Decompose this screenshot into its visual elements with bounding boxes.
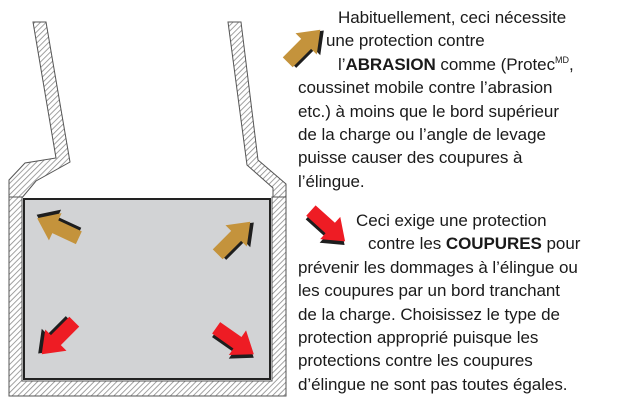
abrasion-note-line-2: une protection contre xyxy=(326,31,485,51)
abrasion-note-line-7: puisse causer des coupures à xyxy=(298,148,523,168)
abrasion-note-line-5: etc.) à moins que le bord supérieur xyxy=(298,101,559,121)
sling-right-leg xyxy=(228,22,286,199)
abrasion-note-line-3 xyxy=(298,53,574,76)
coupures-note xyxy=(298,209,580,396)
coupures-note-line-1: Ceci exige une protection xyxy=(356,211,547,230)
abrasion-note-line-8: l’élingue. xyxy=(298,171,365,191)
coupures-note-line-2 xyxy=(298,232,580,255)
coupures-note-line-7: protections contre les coupures xyxy=(298,351,533,371)
coupures-keyword: COUPURES xyxy=(445,234,542,254)
coupures-note-line-5: de la charge. Choisissez le type de xyxy=(298,304,560,324)
abrasion-note-suffix: , xyxy=(568,54,574,74)
abrasion-note xyxy=(298,6,574,193)
coupures-note-line-3: prévenir les dommages à l’élingue ou xyxy=(298,257,578,277)
abrasion-keyword: ABRASION xyxy=(345,54,436,74)
coupures-note-line-4: les coupures par un bord tranchant xyxy=(298,281,560,301)
abrasion-note-mid: comme (Protec xyxy=(435,54,556,74)
trademark-superscript: MD xyxy=(555,54,569,65)
coupures-note-line-6: protection approprié puisque les xyxy=(298,328,539,348)
coupures-note-line-8: d’élingue ne sont pas toutes égales. xyxy=(298,374,568,394)
abrasion-note-prefix: l’ xyxy=(338,54,346,74)
abrasion-note-line-6: de la charge ou l’angle de levage xyxy=(298,125,546,145)
coupures-note-prefix: contre les xyxy=(368,234,446,254)
coupures-note-suffix: pour xyxy=(541,234,581,254)
sling-left-leg xyxy=(9,22,70,199)
abrasion-note-line-4: coussinet mobile contre l’abrasion xyxy=(298,78,553,98)
abrasion-note-line-1: Habituellement, ceci nécessite xyxy=(338,8,567,27)
